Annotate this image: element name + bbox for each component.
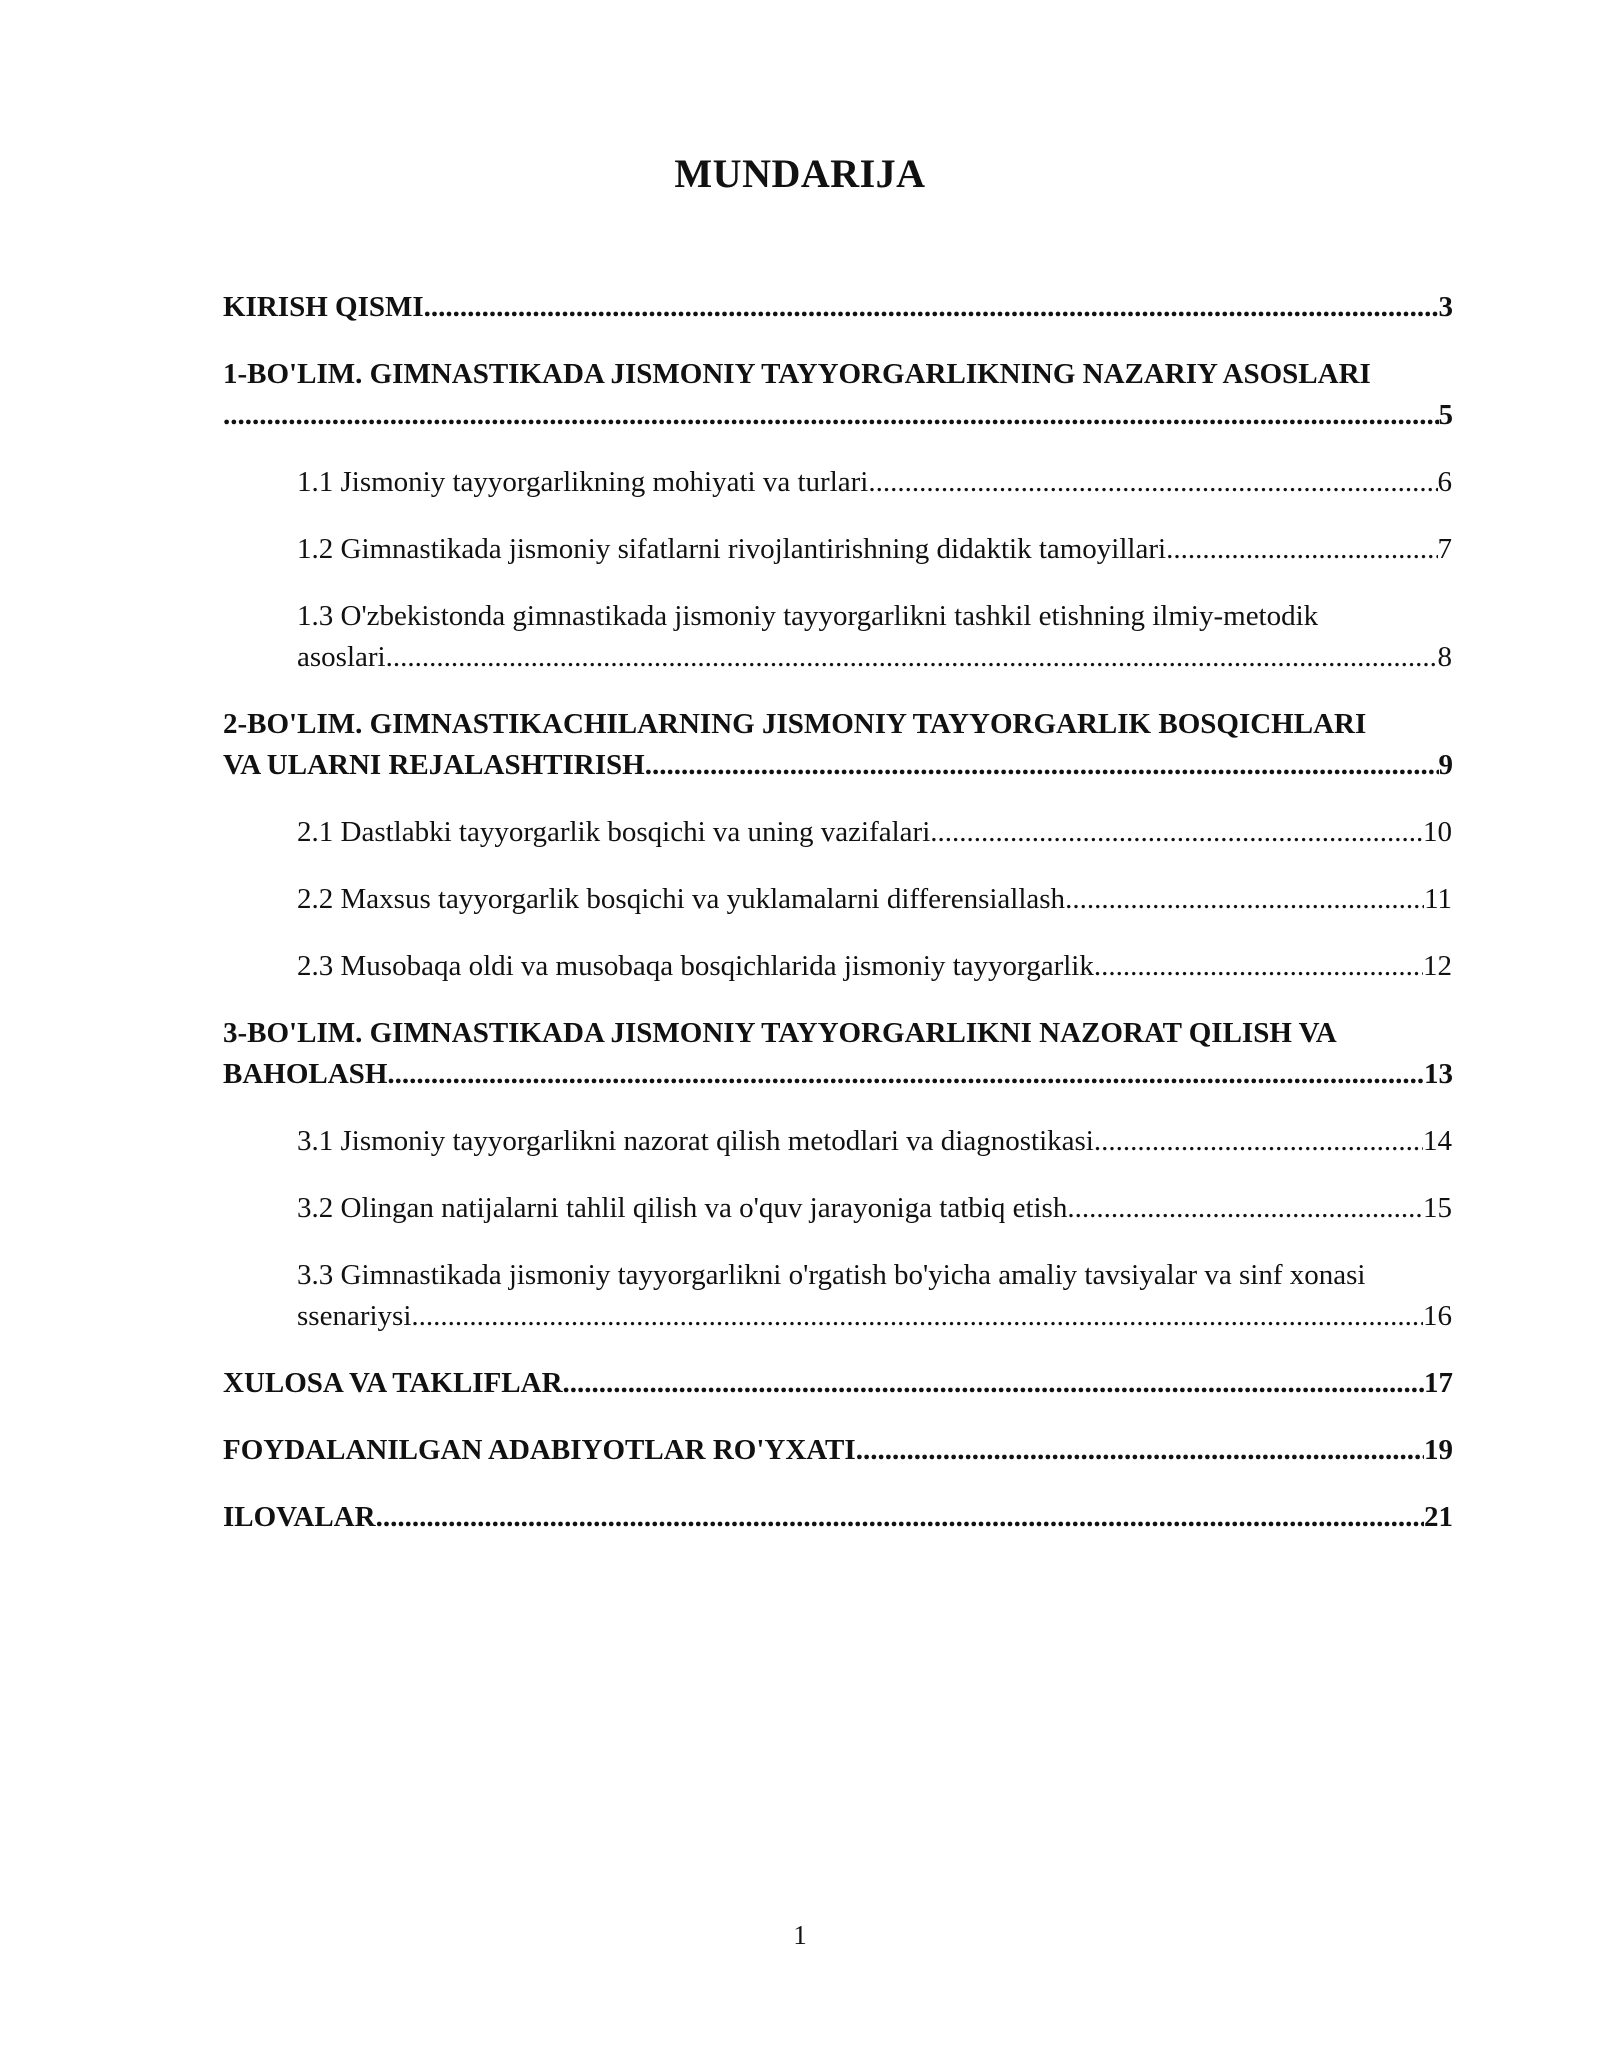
toc-entry-label-continued: BAHOLASH bbox=[223, 1058, 388, 1090]
dot-leader bbox=[930, 812, 1423, 853]
toc-page-number: 17 bbox=[1424, 1367, 1453, 1399]
page-number-footer: 1 bbox=[793, 1920, 807, 1950]
toc-entry-section-1-2 bbox=[297, 529, 1452, 570]
toc-entry-label: 1.3 O'zbekistonda gimnastikada jismoniy tayyorgarlikni tashkil etishning ilmiy-metodik bbox=[297, 600, 1319, 632]
toc-entry-label: 1-BO'LIM. GIMNASTIKADA JISMONIY TAYYORGARLIKNING NAZARIY ASOSLARI bbox=[223, 358, 1371, 390]
toc-entry-label: 1.1 Jismoniy tayyorgarlikning mohiyati va turlari bbox=[297, 466, 869, 498]
toc-entry-label: 3.3 Gimnastikada jismoniy tayyorgarlikni o'rgatish bo'yicha amaliy tavsiyalar va sinf xonasi bbox=[297, 1259, 1366, 1291]
toc-entry-label: 2-BO'LIM. GIMNASTIKACHILARNING JISMONIY TAYYORGARLIK BOSQICHLARI bbox=[223, 708, 1367, 740]
toc-entry-chapter-1 bbox=[223, 354, 1453, 436]
dot-leader bbox=[223, 395, 1439, 436]
toc-entry-section-2-2 bbox=[297, 879, 1452, 920]
toc-entry-label-continued: ssenariysi bbox=[297, 1300, 412, 1332]
dot-leader bbox=[1094, 1121, 1423, 1162]
dot-leader bbox=[376, 1497, 1424, 1538]
toc-entry-section-3-1 bbox=[297, 1121, 1452, 1162]
toc-page-number: 21 bbox=[1424, 1501, 1453, 1533]
toc-entry-label: 1.2 Gimnastikada jismoniy sifatlarni rivojlantirishning didaktik tamoyillari bbox=[297, 533, 1167, 565]
toc-entry-conclusion bbox=[223, 1363, 1453, 1404]
toc-entry-label: XULOSA VA TAKLIFLAR bbox=[223, 1367, 563, 1399]
page-title: MUNDARIJA bbox=[674, 151, 926, 196]
toc-entry-label: ILOVALAR bbox=[223, 1501, 376, 1533]
toc-page-number: 12 bbox=[1423, 950, 1452, 982]
toc-page-number: 15 bbox=[1423, 1192, 1452, 1224]
dot-leader bbox=[424, 287, 1439, 328]
dot-leader bbox=[645, 745, 1439, 786]
toc-entry-label-continued: VA ULARNI REJALASHTIRISH bbox=[223, 749, 645, 781]
toc-page-number: 11 bbox=[1424, 883, 1452, 915]
toc-page-number: 16 bbox=[1423, 1300, 1452, 1332]
dot-leader bbox=[386, 637, 1438, 678]
dot-leader bbox=[868, 462, 1437, 503]
dot-leader bbox=[387, 1054, 1424, 1095]
toc-entry-label: FOYDALANILGAN ADABIYOTLAR RO'YXATI bbox=[223, 1434, 856, 1466]
toc-entry-section-3-3 bbox=[297, 1255, 1452, 1337]
toc-entry-chapter-2 bbox=[223, 704, 1453, 786]
toc-page-number: 13 bbox=[1424, 1058, 1453, 1090]
toc-entry-chapter-3 bbox=[223, 1013, 1453, 1095]
toc-entry-label: 3.1 Jismoniy tayyorgarlikni nazorat qilish metodlari va diagnostikasi bbox=[297, 1125, 1094, 1157]
toc-page-number: 5 bbox=[1438, 399, 1453, 431]
toc-entry-section-3-2 bbox=[297, 1188, 1452, 1229]
toc-entry-label: 2.1 Dastlabki tayyorgarlik bosqichi va uning vazifalari bbox=[297, 816, 931, 848]
dot-leader bbox=[1065, 879, 1424, 920]
dot-leader bbox=[1067, 1188, 1423, 1229]
toc-page-number: 10 bbox=[1423, 816, 1452, 848]
toc-page-number: 19 bbox=[1424, 1434, 1453, 1466]
toc-page-number: 3 bbox=[1438, 291, 1453, 323]
toc-entry-section-1-3 bbox=[297, 596, 1452, 678]
dot-leader bbox=[411, 1296, 1423, 1337]
toc-entry-appendix bbox=[223, 1497, 1453, 1538]
toc-page-number: 8 bbox=[1437, 641, 1452, 673]
toc-entry-section-2-3 bbox=[297, 946, 1452, 987]
toc-entry-label: 3.2 Olingan natijalarni tahlil qilish va o'quv jarayoniga tatbiq etish bbox=[297, 1192, 1068, 1224]
toc-entry-label: KIRISH QISMI bbox=[223, 291, 424, 323]
toc-entry-section-2-1 bbox=[297, 812, 1452, 853]
toc-entry-label: 2.2 Maxsus tayyorgarlik bosqichi va yuklamalarni differensiallash bbox=[297, 883, 1066, 915]
dot-leader bbox=[1166, 529, 1437, 570]
toc-entry-section-1-1 bbox=[297, 462, 1452, 503]
toc-page-number: 6 bbox=[1437, 466, 1452, 498]
toc-page-number: 7 bbox=[1437, 533, 1452, 565]
dot-leader bbox=[856, 1430, 1424, 1471]
dot-leader bbox=[1094, 946, 1423, 987]
toc-entry-references bbox=[223, 1430, 1453, 1471]
toc-page-number: 14 bbox=[1423, 1125, 1452, 1157]
dot-leader bbox=[563, 1363, 1424, 1404]
toc-entry-label-continued: asoslari bbox=[297, 641, 386, 673]
toc-entry-intro bbox=[223, 287, 1453, 328]
toc-entry-label: 2.3 Musobaqa oldi va musobaqa bosqichlarida jismoniy tayyorgarlik bbox=[297, 950, 1094, 982]
toc-entry-label: 3-BO'LIM. GIMNASTIKADA JISMONIY TAYYORGARLIKNI NAZORAT QILISH VA bbox=[223, 1017, 1337, 1049]
toc-page-number: 9 bbox=[1438, 749, 1453, 781]
table-of-contents bbox=[223, 287, 1453, 1564]
